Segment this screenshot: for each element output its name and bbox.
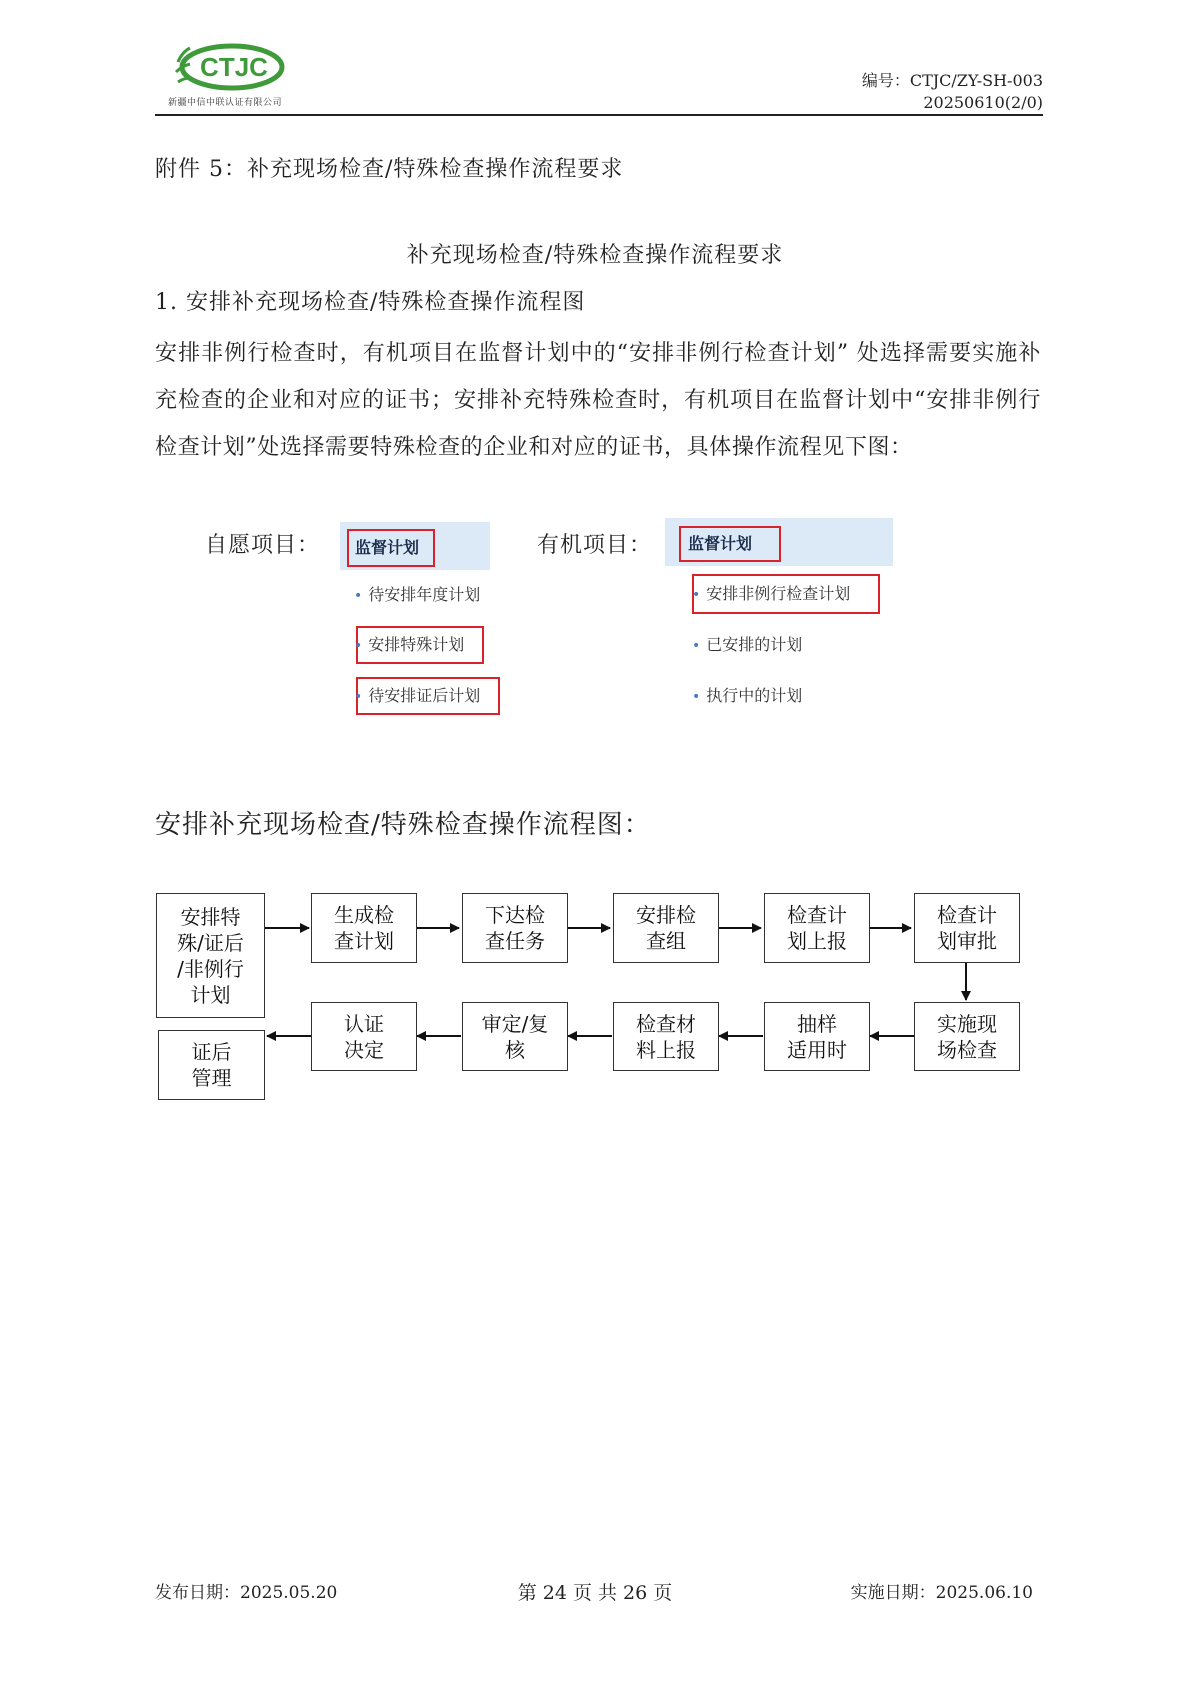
organic-project-label: 有机项目： — [537, 533, 653, 558]
flow-step-onsite-inspection: 实施现 场检查 — [914, 1002, 1020, 1071]
flow-step-issue-task: 下达检 查任务 — [462, 893, 568, 963]
flow-step-report-plan: 检查计 划上报 — [764, 893, 870, 963]
flow-step-review: 审定/复 核 — [462, 1002, 568, 1071]
flow-step-arrange-team: 安排检 查组 — [613, 893, 719, 963]
bullet-icon: • — [692, 638, 701, 654]
panel-title: 监督计划 — [355, 538, 420, 557]
panel-title: 监督计划 — [688, 534, 753, 553]
bullet-icon: • — [354, 638, 363, 654]
flow-step-submit-materials: 检查材 料上报 — [613, 1002, 719, 1071]
attachment-title: 附件 5：补充现场检查/特殊检查操作流程要求 — [155, 157, 624, 182]
bullet-icon: • — [354, 689, 363, 705]
flow-step-certification-decision: 认证 决定 — [311, 1002, 417, 1071]
doc-number: 编号：CTJC/ZY-SH-003 — [861, 71, 1043, 90]
voluntary-project-label: 自愿项目： — [205, 533, 321, 558]
flow-step-generate-plan: 生成检 查计划 — [311, 893, 417, 963]
flow-step-arrange-plan: 安排特 殊/证后 /非例行 计划 — [156, 893, 265, 1018]
panel-item: • 执行中的计划 — [692, 686, 803, 705]
flow-step-approve-plan: 检查计 划审批 — [914, 893, 1020, 963]
publish-date: 发布日期：2025.05.20 — [155, 1583, 338, 1603]
effective-date: 实施日期：2025.06.10 — [850, 1583, 1033, 1603]
bullet-icon: • — [692, 689, 701, 705]
body-paragraph: 安排非例行检查时，有机项目在监督计划中的“安排非例行检查计划” 处选择需要实施补充检查的企业和对应的证书；安排补充特殊检查时，有机项目在监督计划中“安排非例行检查计划”处选择需要特殊检查的企业和对应的证书，具体操作流程见下图： — [155, 341, 1041, 460]
page-number: 第 24 页 共 26 页 — [517, 1582, 673, 1604]
panel-item: • 安排特殊计划 — [354, 635, 465, 654]
panel-item: • 待安排年度计划 — [354, 585, 481, 604]
section-heading: 1. 安排补充现场检查/特殊检查操作流程图 — [155, 290, 586, 315]
panel-item: • 已安排的计划 — [692, 635, 803, 654]
doc-version: 20250610(2/0) — [923, 93, 1043, 112]
flowchart-heading: 安排补充现场检查/特殊检查操作流程图： — [155, 810, 651, 840]
flow-step-sampling: 抽样 适用时 — [764, 1002, 870, 1071]
document-title: 补充现场检查/特殊检查操作流程要求 — [406, 243, 784, 268]
bullet-icon: • — [354, 588, 363, 604]
logo-subtitle: 新疆中信中联认证有限公司 — [168, 98, 283, 108]
panel-item: • 安排非例行检查计划 — [692, 584, 851, 603]
bullet-icon: • — [692, 587, 701, 603]
logo-text: CTJC — [200, 52, 268, 82]
flow-step-post-certification: 证后 管理 — [158, 1030, 265, 1100]
panel-item: • 待安排证后计划 — [354, 686, 481, 705]
